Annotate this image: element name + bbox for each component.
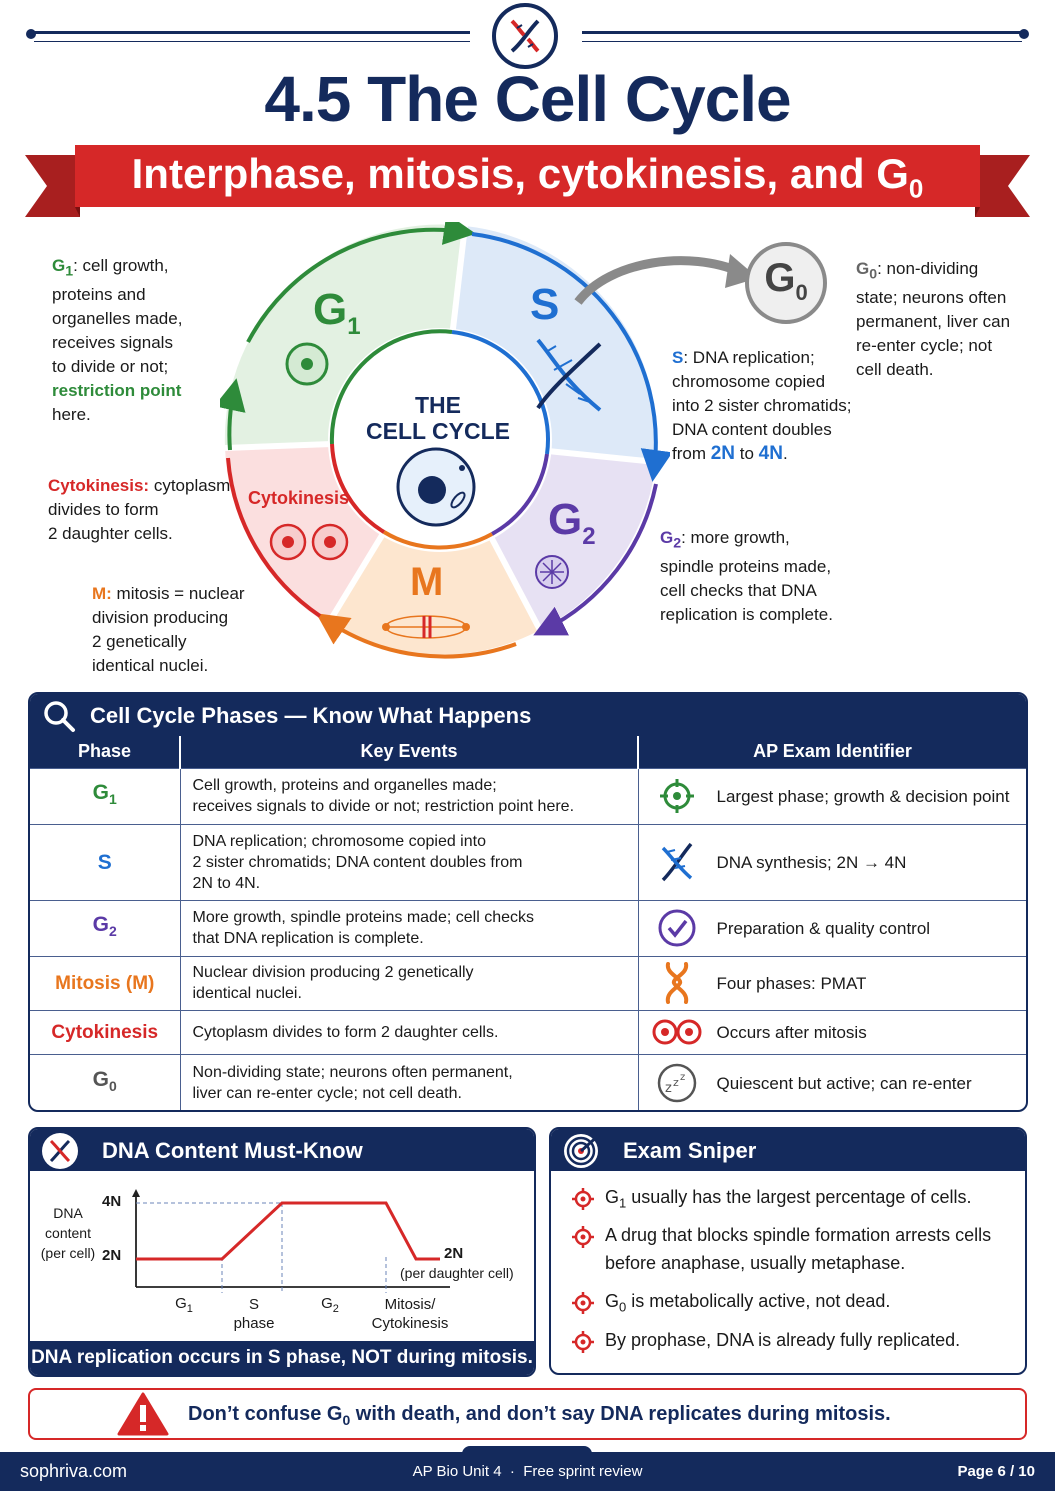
phases-table: [30, 736, 1026, 1112]
footer-site[interactable]: sophriva.com: [20, 1461, 128, 1481]
header-rule-right: [582, 31, 1022, 34]
events-cell: Nuclear division producing 2 genetically identical nuclei.: [180, 956, 638, 1010]
column-header-identifier: AP Exam Identifier: [638, 736, 1026, 768]
identifier-cell: Preparation & quality control: [638, 900, 1026, 956]
header-rule-left-thin: [34, 41, 470, 42]
exam-sniper-header: [551, 1129, 1025, 1171]
note-g1: $G_1$: cell growth, proteins and organelles made, receives signals to divide or not; restriction point here.: [52, 256, 183, 425]
table-row-g1: [30, 768, 1026, 824]
crosshair-icon: [658, 777, 696, 815]
dna-content-title: DNA Content Must-Know: [102, 1138, 363, 1163]
phase-cell: S: [30, 824, 180, 900]
chromosome-icon: [662, 962, 692, 1004]
svg-text:z: z: [679, 1072, 685, 1084]
table-row-g0: [30, 1054, 1026, 1112]
dna-content-series-line: [136, 1203, 440, 1259]
x-tick-g2: $G_2$: [321, 1295, 339, 1315]
checkmark-icon: [657, 908, 697, 948]
identifier-cell: DNA synthesis; 2N → 4N: [638, 824, 1026, 900]
x-tick-s: S phase: [233, 1296, 275, 1332]
diagram-g2-label: $G_2$: [548, 495, 596, 550]
events-cell: Non-dividing state; neurons often permanent, liver can re-enter cycle; not cell death.: [180, 1054, 638, 1112]
note-g2: $G_2$: more growth, spindle proteins made, cell checks that DNA replication is complete.: [660, 528, 833, 625]
note-cytokinesis: Cytokinesis: cytoplasm divides to form 2 daughter cells.: [48, 476, 231, 543]
diagram-s-label: S: [530, 280, 560, 329]
footer-course: AP Bio Unit 4 · Free sprint review: [412, 1463, 643, 1480]
column-header-phase: Phase: [30, 736, 180, 768]
page-subtitle: Interphase, mitosis, cytokinesis, and $G_0$: [131, 150, 924, 204]
table-row-cytokinesis: [30, 1010, 1026, 1054]
dna-content-header: [30, 1129, 534, 1171]
crosshair-bullet-icon: [571, 1187, 595, 1211]
crosshair-bullet-icon: [571, 1225, 595, 1249]
phase-cell: $G_0$: [30, 1054, 180, 1112]
x-tick-g1: $G_1$: [175, 1295, 193, 1315]
note-g0: $G_0$: non-dividing state; neurons often permanent, liver can re-enter cycle; not cell death.: [856, 259, 1011, 380]
phase-cell: $G_1$: [30, 768, 180, 824]
identifier-cell: Four phases: PMAT: [638, 956, 1026, 1010]
footer-page-number: Page 6 / 10: [957, 1463, 1035, 1480]
dna-badge-icon: [40, 1131, 80, 1171]
x-tick-mitosis: Mitosis/ Cytokinesis: [371, 1296, 449, 1332]
end-note: (per daughter cell): [400, 1265, 514, 1281]
header-rule-left: [34, 31, 470, 34]
svg-text:z: z: [672, 1076, 679, 1090]
footer-tab: [462, 1446, 592, 1458]
g0-arrow: [570, 240, 760, 310]
end-label-2n: 2N: [444, 1245, 464, 1262]
daughter-cells-icon: [652, 1018, 702, 1046]
phase-cell: $G_2$: [30, 900, 180, 956]
phases-table-title: Cell Cycle Phases — Know What Happens: [90, 703, 532, 728]
exam-sniper-title: Exam Sniper: [623, 1138, 757, 1163]
y-axis-label-text: DNA content (per cell): [40, 1205, 96, 1261]
table-row-g2: [30, 900, 1026, 956]
phase-cell: Mitosis (M): [30, 956, 180, 1010]
phases-table-section: [28, 692, 1028, 1112]
events-cell: DNA replication; chromosome copied into 2 sister chromatids; DNA content doubles from 2N to 4N.: [180, 824, 638, 900]
crosshair-bullet-icon: [571, 1291, 595, 1315]
magnifier-icon: [42, 699, 76, 733]
table-header-row: [30, 736, 1026, 768]
target-icon: [561, 1131, 605, 1171]
y-tick-2n: 2N: [102, 1247, 122, 1264]
svg-text:z: z: [664, 1081, 672, 1097]
g0-bubble-label: $G_0$: [764, 256, 808, 305]
phase-cell: Cytokinesis: [30, 1010, 180, 1054]
diagram-m-label: M: [410, 560, 444, 604]
crosshair-bullet-icon: [571, 1330, 595, 1354]
dna-logo-icon: [490, 3, 560, 69]
diagram-center-title-line1: THE: [415, 392, 461, 418]
page-title: 4.5 The Cell Cycle: [264, 63, 791, 135]
events-cell: More growth, spindle proteins made; cell checks that DNA replication is complete.: [180, 900, 638, 956]
table-row-mitosis: [30, 956, 1026, 1010]
dna-content-section: [28, 1127, 536, 1377]
diagram-center-title-line2: CELL CYCLE: [366, 418, 510, 444]
y-tick-4n: 4N: [102, 1193, 122, 1210]
column-header-key-events: Key Events: [180, 736, 638, 768]
warning-icon: [116, 1391, 170, 1437]
exam-sniper-section: Exam Sniper $G_1$ usually has the largest percentage of cells. A drug that blocks spindle formation arrests cells before anaphase, usually metaphase. $G_0$ is metabolically active, not dead. By prophase, DNA is already fully replicated.: [549, 1127, 1027, 1375]
dna-content-footer: DNA replication occurs in S phase, NOT during mitosis.: [30, 1341, 534, 1375]
page-footer: [0, 1452, 1055, 1491]
events-cell: Cell growth, proteins and organelles made; receives signals to divide or not; restriction point here.: [180, 768, 638, 824]
header-rule-right-thin: [582, 41, 1022, 42]
phases-table-header: [30, 694, 1026, 736]
events-cell: Cytoplasm divides to form 2 daughter cells.: [180, 1010, 638, 1054]
warning-banner: [28, 1388, 1027, 1440]
note-s: S: DNA replication; chromosome copied into 2 sister chromatids; DNA content doubles from 2N to 4N.: [672, 348, 852, 464]
identifier-cell: Occurs after mitosis: [638, 1010, 1026, 1054]
note-m: M: mitosis = nuclear division producing 2 genetically identical nuclei.: [92, 584, 245, 675]
sleep-icon: [656, 1062, 698, 1104]
warning-text: Don’t confuse $G_0$ with death, and don’t say DNA replicates during mitosis.: [188, 1403, 891, 1428]
dna-icon: [657, 840, 697, 884]
diagram-g1-label: $G_1$: [313, 285, 361, 340]
identifier-cell: Largest phase; growth & decision point: [638, 768, 1026, 824]
diagram-cytokinesis-label: Cytokinesis: [248, 488, 350, 508]
table-row-s: [30, 824, 1026, 900]
identifier-cell: z z z Quiescent but active; can re-enter: [638, 1054, 1026, 1112]
